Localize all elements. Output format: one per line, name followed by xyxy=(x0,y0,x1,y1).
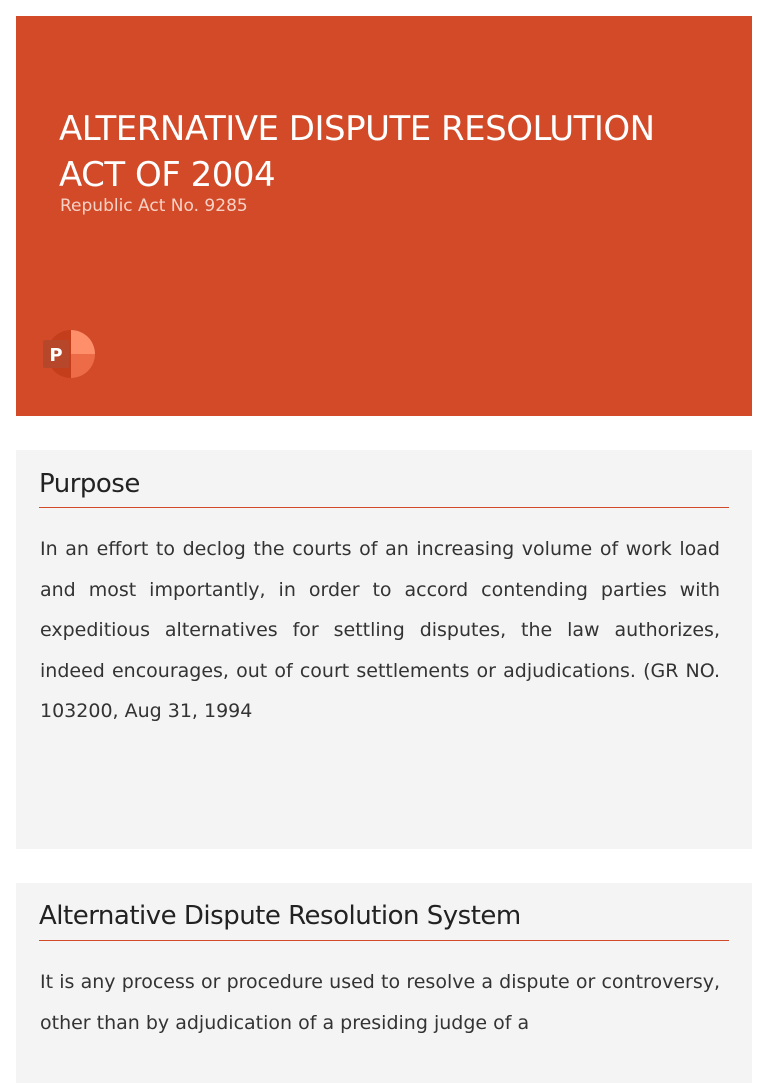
slide-body: It is any process or procedure used to resolve a dispute or controversy, other than by adjudication of a presiding judge of a xyxy=(40,971,720,1034)
powerpoint-icon-letter: P xyxy=(49,345,63,366)
slide-adr-system xyxy=(16,883,752,1083)
document-title xyxy=(59,106,719,198)
slide-body: In an effort to declog the courts of an increasing volume of work load and most importantly, in order to accord contending parties with expeditious alternatives for settling disputes, the law authorizes, indeed encourages, out of court settlements or adjudications. (GR NO. 103200, Aug 31, 1994 xyxy=(40,538,720,722)
slide-purpose xyxy=(16,450,752,849)
title-line-2: ACT OF 2004 xyxy=(59,155,276,195)
powerpoint-icon xyxy=(41,330,97,378)
slide-heading: Purpose xyxy=(39,466,729,508)
slide-heading: Alternative Dispute Resolution System xyxy=(39,898,729,941)
title-line-1: ALTERNATIVE DISPUTE RESOLUTION xyxy=(59,109,655,149)
title-slide xyxy=(16,16,752,416)
document-subtitle: Republic Act No. 9285 xyxy=(60,196,248,216)
